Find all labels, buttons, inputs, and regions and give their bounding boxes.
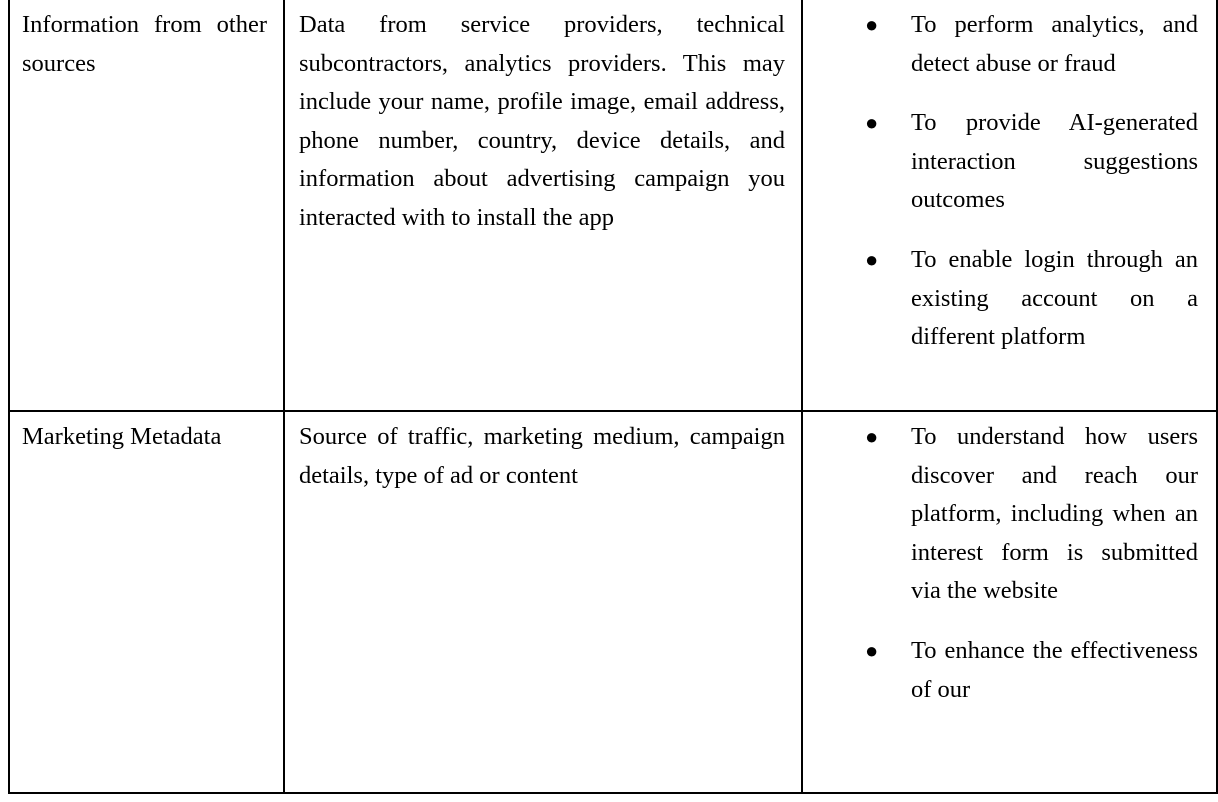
category-cell — [9, 0, 284, 411]
table-row — [9, 0, 1217, 411]
purpose-list — [803, 412, 1216, 721]
bullet-icon: ● — [865, 246, 879, 272]
bullet-icon: ● — [865, 12, 879, 37]
list-item — [803, 241, 1198, 357]
list-item — [803, 6, 1198, 83]
category-text: Marketing Metadata — [22, 423, 222, 450]
category-cell — [9, 411, 284, 793]
data-description: Data from service providers, technical subcontractors, analytics providers. This may include your name, profile image, email address, phone number, country, device details, and information about advertising campaign you interacted with to install the app — [299, 11, 785, 231]
bullet-icon: ● — [865, 637, 879, 663]
purpose-text: To enable login through an existing account on a different platform — [911, 245, 1198, 351]
category-text: Information from other sources — [22, 11, 267, 77]
data-description: Source of traffic, marketing medium, campaign details, type of ad or content — [299, 423, 785, 489]
purpose-text: To provide AI-generated interaction suggestions outcomes — [911, 109, 1198, 214]
privacy-data-table — [8, 0, 1218, 794]
purpose-cell — [802, 0, 1217, 411]
data-cell — [284, 0, 802, 411]
list-item — [803, 632, 1198, 709]
purpose-list — [803, 0, 1216, 369]
table-row — [9, 411, 1217, 793]
purpose-cell — [802, 411, 1217, 793]
list-item — [803, 418, 1198, 611]
bullet-icon: ● — [865, 424, 879, 449]
purpose-text: To understand how users discover and reach our platform, including when an interest form is submitted via the website — [911, 423, 1198, 605]
purpose-text: To perform analytics, and detect abuse or fraud — [911, 11, 1198, 77]
data-cell — [284, 411, 802, 793]
purpose-text: To enhance the effectiveness of our — [911, 636, 1198, 703]
bullet-icon: ● — [865, 110, 879, 136]
list-item — [803, 104, 1198, 220]
